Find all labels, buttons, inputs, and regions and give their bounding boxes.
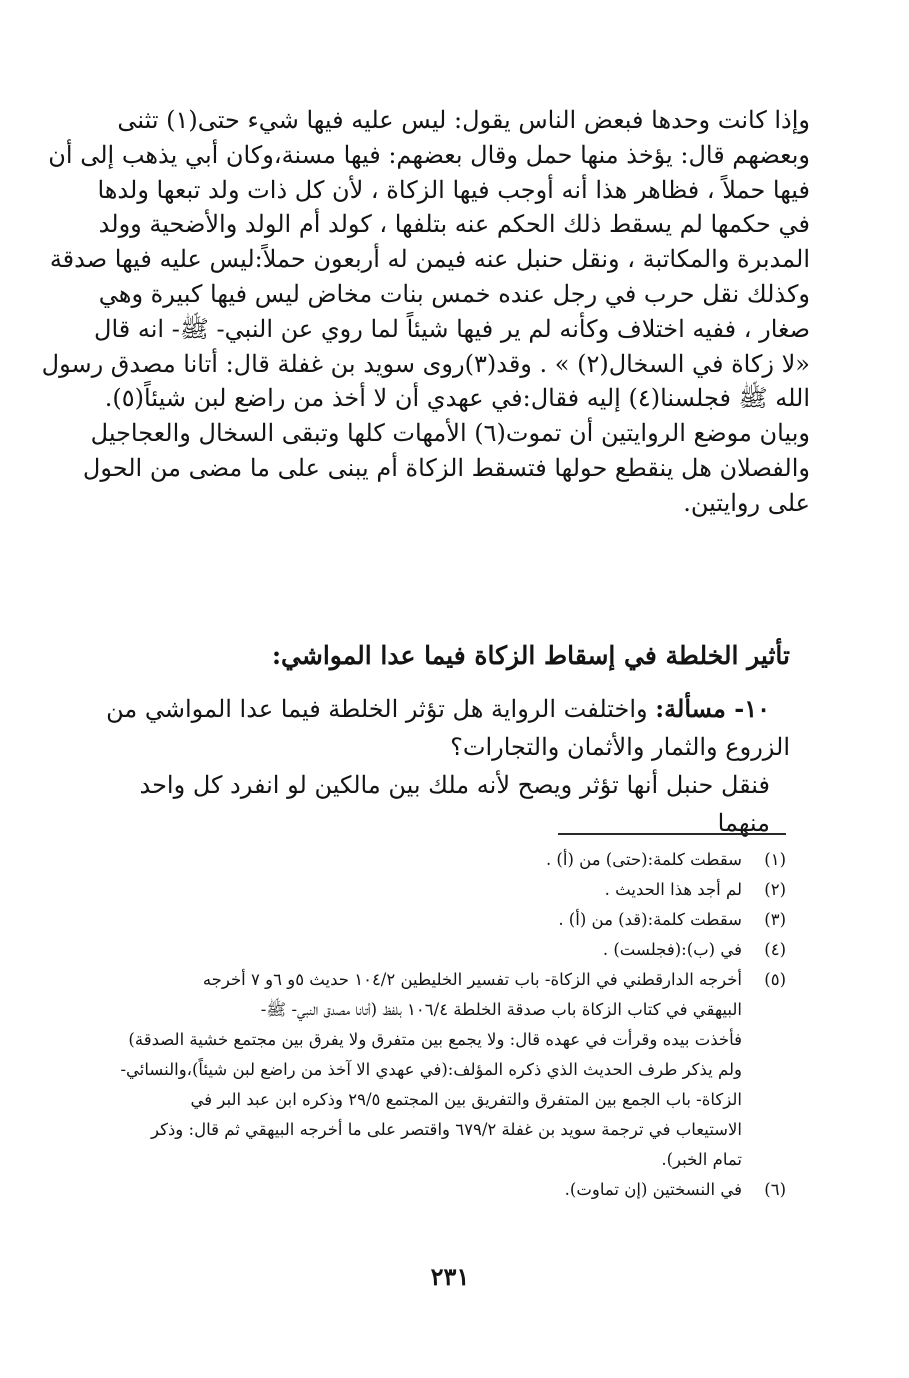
footnote-line: الاستيعاب في ترجمة سويد بن غفلة ٦٧٩/٢ واقتصر على ما أخرجه البيهقي ثم قال: وذكر [151, 1120, 742, 1139]
footnote-text [96, 935, 742, 965]
text-line: وإذا كانت وحدها فبعض الناس يقول: ليس عليه فيها شيء حتى(١) تثنى [117, 106, 810, 134]
footnote-text [96, 845, 742, 875]
text-line: والفصلان هل ينقطع حولها فتسقط الزكاة أم يبنى على ما مضى من الحول [82, 453, 810, 482]
text-line: «لا زكاة في السخال(٢) » . وقد(٣)روى سويد بن غفلة قال: أتانا مصدق رسول [41, 349, 810, 378]
text-line: وكذلك نقل حرب في رجل عنده خمس بنات مخاض ليس فيها كبيرة وهي [98, 279, 810, 308]
text-line: في حكمها لم يسقط ذلك الحكم عنه بتلفها ، كولد أم الولد والأضحية وولد [98, 210, 810, 239]
issue-line-3: فنقل حنبل أنها تؤثر ويصح لأنه ملك بين مالكين لو انفرد كل واحد منهما [139, 771, 770, 837]
section-heading: تأثير الخلطة في إسقاط الزكاة فيما عدا المواشي: [271, 641, 790, 670]
footnote-number: (١) [764, 850, 786, 869]
footnotes [96, 845, 786, 1205]
footnote-number: (٤) [764, 940, 786, 959]
footnote-separator [558, 833, 786, 835]
footnote-line: في (ب):(فجلست) . [602, 940, 742, 959]
issue-line-1 [96, 690, 790, 728]
text-line: على روايتين. [683, 488, 810, 517]
footnote-number: (٢) [764, 880, 786, 899]
page-number: ٢٣١ [430, 1262, 470, 1291]
text-line: فيها حملاً ، فظاهر هذا أنه أوجب فيها الزكاة ، لأن كل ذات ولد تبعها ولدها [97, 175, 810, 204]
footnote-line: سقطت كلمة:(حتى) من (أ) . [545, 850, 742, 869]
text-line: صغار ، ففيه اختلاف وكأنه لم ير فيها شيئاً لما روي عن النبي- ﷺ- انه قال [94, 314, 810, 343]
footnote-line: الزكاة- باب الجمع بين المتفرق والتفريق بين المجتمع ٢٩/٥ وذكره ابن عبد البر في [190, 1090, 742, 1109]
issue-line-2: الزروع والثمار والأثمان والتجارات؟ [450, 733, 790, 761]
text-line: وبيان موضع الروايتين أن تموت(٦) الأمهات كلها وتبقى السخال والعجاجيل [90, 419, 810, 448]
footnote [96, 875, 786, 905]
footnote [96, 905, 786, 935]
footnote-line: ولم يذكر طرف الحديث الذي ذكره المؤلف:(في عهدي الا آخذ من راضع لبن شيئاً)،والنسائي- [120, 1060, 742, 1079]
main-paragraph [41, 103, 810, 521]
footnote-text [96, 1175, 742, 1205]
footnote-number: (٥) [764, 970, 786, 989]
issue-text: واختلفت الرواية هل تؤثر الخلطة فيما عدا المواشي من [106, 695, 656, 723]
footnote-number: (٦) [764, 1180, 786, 1199]
footnote-line: تمام الخبر). [661, 1150, 742, 1169]
footnote-line: أخرجه الدارقطني في الزكاة- باب تفسير الخليطين ١٠٤/٢ حديث ٥و ٦و ٧ أخرجه [202, 970, 742, 989]
footnote [96, 1175, 786, 1205]
issue-label: ١٠- مسألة: [655, 694, 770, 723]
footnote-text [96, 905, 742, 935]
text-line: المدبرة والمكاتبة ، ونقل حنبل عنه فيمن له أربعون حملاً:ليس عليه فيها صدقة [49, 245, 810, 274]
footnote-number: (٣) [764, 910, 786, 929]
text-line: وبعضهم قال: يؤخذ منها حمل وقال بعضهم: فيها مسنة،وكان أبي يذهب إلى أن [48, 140, 810, 169]
footnote [96, 965, 786, 1175]
footnote-line: لم أجد هذا الحديث . [604, 880, 742, 899]
footnote-line: سقطت كلمة:(قد) من (أ) . [558, 910, 742, 929]
footnote-line: البيهقي في كتاب الزكاة باب صدقة الخلطة ١٠٦/٤ بلفظ (أتانا مصدق النبي- ﷺ- [260, 1000, 742, 1019]
footnote-text [96, 875, 742, 905]
issue-paragraph [96, 690, 790, 842]
footnote-line: في النسختين (إن تماوت). [564, 1180, 742, 1199]
footnote [96, 845, 786, 875]
text-line: الله ﷺ فجلسنا(٤) إليه فقال:في عهدي أن لا أخذ من راضع لبن شيئاً(٥). [104, 384, 810, 413]
footnote-line: فأخذت بيده وقرأت في عهده قال: ولا يجمع بين متفرق ولا يفرق بين مجتمع خشية الصدقة) [128, 1030, 742, 1049]
footnote-text [96, 965, 742, 1175]
footnote [96, 935, 786, 965]
